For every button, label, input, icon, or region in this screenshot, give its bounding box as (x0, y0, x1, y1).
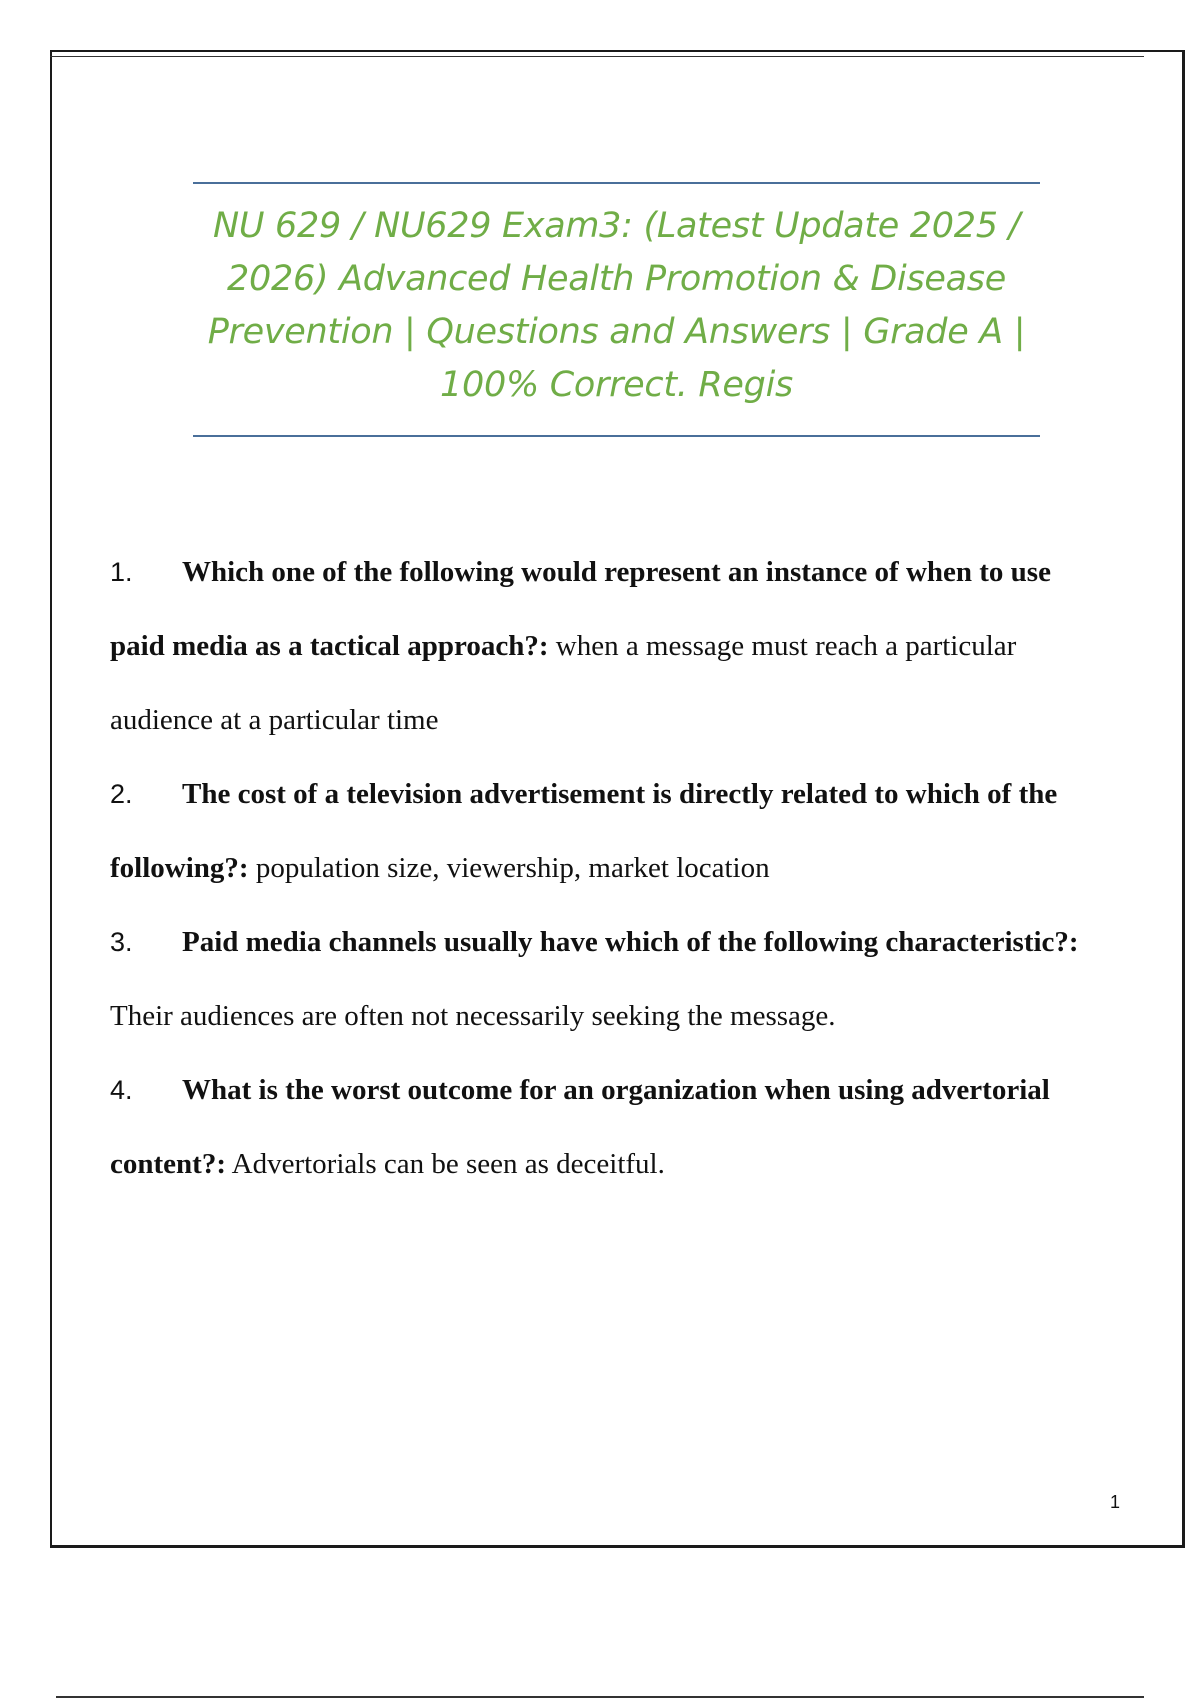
question-number: 4. (110, 1075, 133, 1105)
page-number: 1 (1110, 1492, 1121, 1512)
question-item-1 (110, 535, 1110, 757)
question-text: What is the worst outcome for an organization when using advertorial content?: (110, 1074, 1050, 1180)
title-rule-top (193, 182, 1040, 184)
question-list (110, 535, 1110, 1201)
top-divider (50, 56, 1144, 57)
answer-text: Advertorials can be seen as deceitful. (231, 1148, 665, 1180)
question-item-2 (110, 757, 1110, 905)
question-number: 2. (110, 779, 133, 809)
answer-text: population size, viewership, market location (255, 852, 770, 884)
question-text: Which one of the following would represent an instance of when to use paid media as a tactical approach?: (110, 556, 1051, 662)
bottom-divider (56, 1696, 1144, 1698)
title-rule-bottom (193, 435, 1040, 437)
question-number: 3. (110, 927, 133, 957)
question-item-3 (110, 905, 1110, 1053)
question-item-4 (110, 1053, 1110, 1201)
document-title: NU 629 / NU629 Exam3: (Latest Update 2025 / 2026) Advanced Health Promotion & Disease Prevention | Questions and Answers | Grade A | 100% Correct. Regis (207, 206, 1026, 405)
question-text: Paid media channels usually have which of the following characteristic?: (182, 926, 1079, 958)
question-number: 1. (110, 557, 133, 587)
answer-text: Their audiences are often not necessarily seeking the message. (110, 1000, 836, 1032)
answer-text: when a message must reach a particular audience at a particular time (110, 630, 1017, 736)
question-text: The cost of a television advertisement is directly related to which of the following?: (110, 778, 1058, 884)
